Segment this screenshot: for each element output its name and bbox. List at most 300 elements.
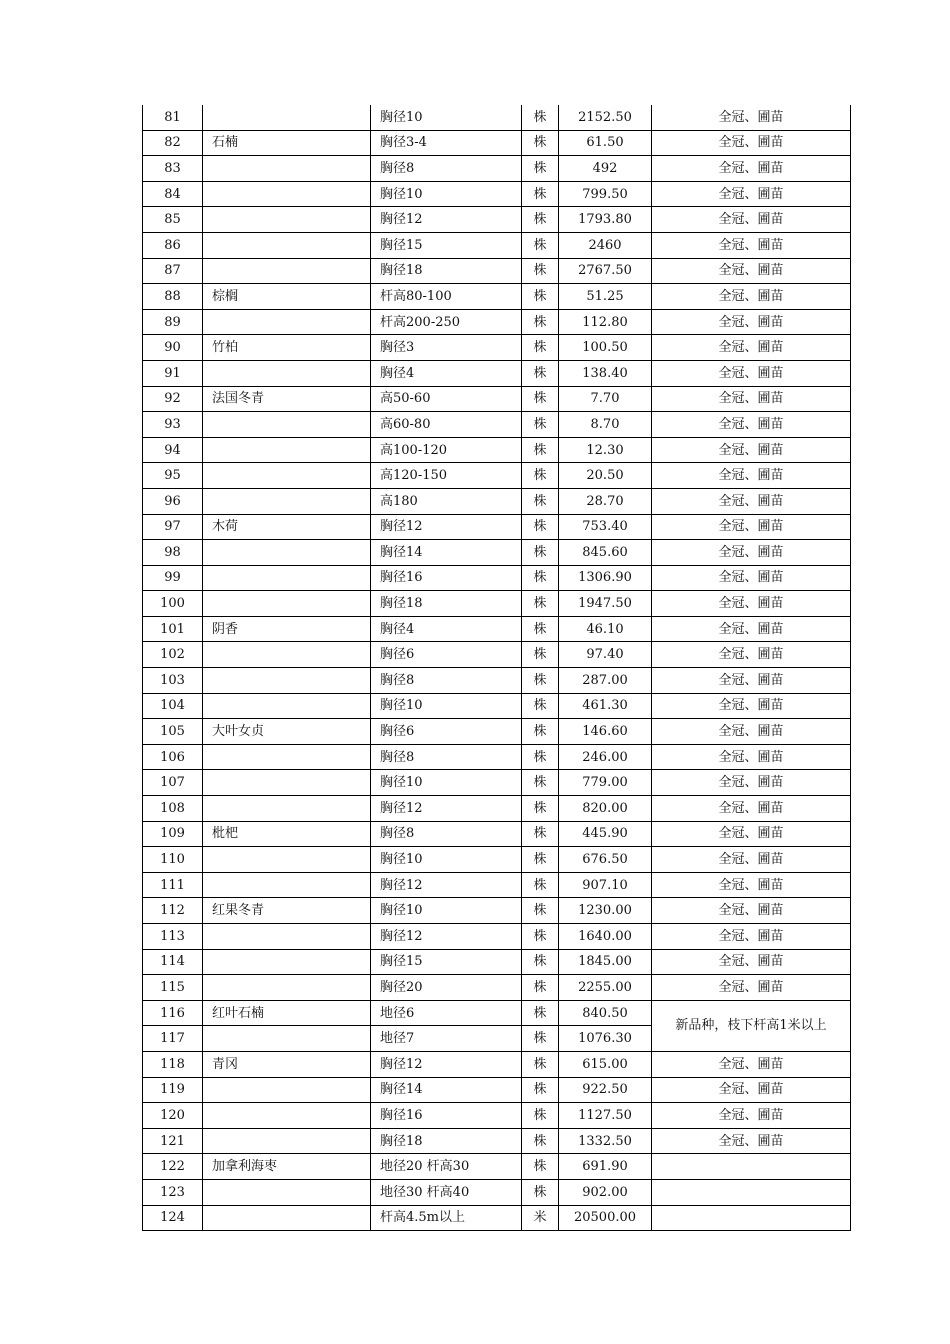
specification-cell: 地径7 <box>371 1026 522 1052</box>
plant-name-cell <box>203 565 371 591</box>
unit-cell: 株 <box>522 872 559 898</box>
price-cell: 676.50 <box>559 847 652 873</box>
specification-cell: 胸径18 <box>371 258 522 284</box>
specification-cell: 胸径8 <box>371 821 522 847</box>
unit-cell: 株 <box>522 156 559 182</box>
table-row <box>143 565 851 591</box>
table-row <box>143 412 851 438</box>
unit-cell: 株 <box>522 796 559 822</box>
remark-cell: 全冠、圃苗 <box>652 642 851 668</box>
row-number-cell: 102 <box>143 642 203 668</box>
row-number-cell: 86 <box>143 232 203 258</box>
price-cell: 246.00 <box>559 744 652 770</box>
specification-cell: 胸径15 <box>371 949 522 975</box>
remark-cell: 全冠、圃苗 <box>652 872 851 898</box>
plant-name-cell <box>203 872 371 898</box>
table-row <box>143 514 851 540</box>
table-row <box>143 105 851 130</box>
specification-cell: 高60-80 <box>371 412 522 438</box>
specification-cell: 胸径18 <box>371 591 522 617</box>
table-row <box>143 463 851 489</box>
unit-cell: 株 <box>522 565 559 591</box>
row-number-cell: 123 <box>143 1179 203 1205</box>
unit-cell: 株 <box>522 386 559 412</box>
specification-cell: 高100-120 <box>371 437 522 463</box>
specification-cell: 胸径4 <box>371 616 522 642</box>
unit-cell: 株 <box>522 821 559 847</box>
remark-cell <box>652 1154 851 1180</box>
plant-name-cell <box>203 181 371 207</box>
table-row <box>143 821 851 847</box>
row-number-cell: 105 <box>143 719 203 745</box>
plant-name-cell: 红叶石楠 <box>203 1000 371 1026</box>
specification-cell: 胸径14 <box>371 1077 522 1103</box>
plant-name-cell: 红果冬青 <box>203 898 371 924</box>
price-cell: 922.50 <box>559 1077 652 1103</box>
remark-cell: 全冠、圃苗 <box>652 565 851 591</box>
unit-cell: 株 <box>522 1051 559 1077</box>
row-number-cell: 95 <box>143 463 203 489</box>
unit-cell: 株 <box>522 1000 559 1026</box>
remark-cell <box>652 1179 851 1205</box>
unit-cell: 株 <box>522 744 559 770</box>
row-number-cell: 90 <box>143 335 203 361</box>
row-number-cell: 119 <box>143 1077 203 1103</box>
specification-cell: 地径20 杆高30 <box>371 1154 522 1180</box>
row-number-cell: 84 <box>143 181 203 207</box>
price-cell: 779.00 <box>559 770 652 796</box>
remark-cell: 全冠、圃苗 <box>652 463 851 489</box>
specification-cell: 胸径15 <box>371 232 522 258</box>
price-cell: 20500.00 <box>559 1205 652 1231</box>
specification-cell: 胸径6 <box>371 719 522 745</box>
plant-name-cell <box>203 770 371 796</box>
row-number-cell: 96 <box>143 488 203 514</box>
remark-cell: 全冠、圃苗 <box>652 386 851 412</box>
unit-cell: 株 <box>522 693 559 719</box>
row-number-cell: 98 <box>143 540 203 566</box>
plant-name-cell <box>203 847 371 873</box>
table-row <box>143 1103 851 1129</box>
plant-name-cell: 石楠 <box>203 130 371 156</box>
price-cell: 1306.90 <box>559 565 652 591</box>
specification-cell: 胸径10 <box>371 898 522 924</box>
plant-name-cell <box>203 1205 371 1231</box>
remark-cell: 新品种，枝下杆高1米以上 <box>652 1000 851 1051</box>
price-cell: 146.60 <box>559 719 652 745</box>
remark-cell: 全冠、圃苗 <box>652 156 851 182</box>
unit-cell: 株 <box>522 949 559 975</box>
row-number-cell: 122 <box>143 1154 203 1180</box>
remark-cell: 全冠、圃苗 <box>652 949 851 975</box>
price-cell: 12.30 <box>559 437 652 463</box>
specification-cell: 地径6 <box>371 1000 522 1026</box>
remark-cell: 全冠、圃苗 <box>652 540 851 566</box>
price-cell: 138.40 <box>559 360 652 386</box>
unit-cell: 株 <box>522 360 559 386</box>
plant-name-cell <box>203 642 371 668</box>
remark-cell: 全冠、圃苗 <box>652 258 851 284</box>
specification-cell: 胸径3 <box>371 335 522 361</box>
table-row <box>143 591 851 617</box>
specification-cell: 胸径8 <box>371 744 522 770</box>
specification-cell: 胸径12 <box>371 207 522 233</box>
row-number-cell: 111 <box>143 872 203 898</box>
price-cell: 902.00 <box>559 1179 652 1205</box>
row-number-cell: 100 <box>143 591 203 617</box>
price-cell: 1127.50 <box>559 1103 652 1129</box>
specification-cell: 胸径16 <box>371 1103 522 1129</box>
specification-cell: 胸径18 <box>371 1128 522 1154</box>
remark-cell: 全冠、圃苗 <box>652 360 851 386</box>
remark-cell: 全冠、圃苗 <box>652 744 851 770</box>
unit-cell: 株 <box>522 924 559 950</box>
specification-cell: 胸径12 <box>371 514 522 540</box>
specification-cell: 胸径12 <box>371 796 522 822</box>
row-number-cell: 117 <box>143 1026 203 1052</box>
plant-name-cell <box>203 693 371 719</box>
price-cell: 20.50 <box>559 463 652 489</box>
remark-cell: 全冠、圃苗 <box>652 1051 851 1077</box>
plant-name-cell: 木荷 <box>203 514 371 540</box>
specification-cell: 胸径10 <box>371 181 522 207</box>
table-row <box>143 693 851 719</box>
plant-name-cell <box>203 207 371 233</box>
price-cell: 845.60 <box>559 540 652 566</box>
plant-name-cell: 大叶女贞 <box>203 719 371 745</box>
unit-cell: 株 <box>522 668 559 694</box>
unit-cell: 株 <box>522 1103 559 1129</box>
unit-cell: 株 <box>522 258 559 284</box>
unit-cell: 株 <box>522 642 559 668</box>
table-row <box>143 360 851 386</box>
table-row <box>143 1179 851 1205</box>
price-cell: 1332.50 <box>559 1128 652 1154</box>
plant-name-cell <box>203 975 371 1001</box>
table-row <box>143 207 851 233</box>
remark-cell: 全冠、圃苗 <box>652 898 851 924</box>
remark-cell: 全冠、圃苗 <box>652 335 851 361</box>
plant-name-cell <box>203 309 371 335</box>
remark-cell: 全冠、圃苗 <box>652 105 851 130</box>
unit-cell: 株 <box>522 130 559 156</box>
unit-cell: 株 <box>522 1077 559 1103</box>
plant-name-cell <box>203 540 371 566</box>
plant-name-cell <box>203 156 371 182</box>
price-cell: 46.10 <box>559 616 652 642</box>
table-row <box>143 1051 851 1077</box>
price-cell: 445.90 <box>559 821 652 847</box>
row-number-cell: 114 <box>143 949 203 975</box>
plant-name-cell <box>203 1128 371 1154</box>
specification-cell: 胸径12 <box>371 924 522 950</box>
remark-cell: 全冠、圃苗 <box>652 181 851 207</box>
table-row <box>143 898 851 924</box>
price-cell: 2255.00 <box>559 975 652 1001</box>
specification-cell: 胸径12 <box>371 1051 522 1077</box>
table-row <box>143 232 851 258</box>
row-number-cell: 99 <box>143 565 203 591</box>
price-cell: 2460 <box>559 232 652 258</box>
row-number-cell: 103 <box>143 668 203 694</box>
remark-cell: 全冠、圃苗 <box>652 616 851 642</box>
table-row <box>143 540 851 566</box>
plant-name-cell <box>203 949 371 975</box>
remark-cell: 全冠、圃苗 <box>652 1103 851 1129</box>
plant-name-cell <box>203 488 371 514</box>
row-number-cell: 101 <box>143 616 203 642</box>
row-number-cell: 85 <box>143 207 203 233</box>
specification-cell: 胸径8 <box>371 668 522 694</box>
table-row <box>143 1000 851 1026</box>
price-cell: 840.50 <box>559 1000 652 1026</box>
price-cell: 1947.50 <box>559 591 652 617</box>
row-number-cell: 108 <box>143 796 203 822</box>
table-row <box>143 1077 851 1103</box>
specification-cell: 胸径20 <box>371 975 522 1001</box>
unit-cell: 株 <box>522 181 559 207</box>
unit-cell: 株 <box>522 1026 559 1052</box>
table-row <box>143 872 851 898</box>
remark-cell: 全冠、圃苗 <box>652 412 851 438</box>
plant-name-cell <box>203 744 371 770</box>
table-row <box>143 488 851 514</box>
table-row <box>143 437 851 463</box>
specification-cell: 高180 <box>371 488 522 514</box>
plant-name-cell <box>203 668 371 694</box>
unit-cell: 株 <box>522 770 559 796</box>
table-row <box>143 1154 851 1180</box>
remark-cell: 全冠、圃苗 <box>652 130 851 156</box>
specification-cell: 胸径10 <box>371 105 522 130</box>
plant-name-cell <box>203 591 371 617</box>
row-number-cell: 112 <box>143 898 203 924</box>
plant-name-cell <box>203 258 371 284</box>
price-cell: 691.90 <box>559 1154 652 1180</box>
row-number-cell: 106 <box>143 744 203 770</box>
table-row <box>143 924 851 950</box>
remark-cell: 全冠、圃苗 <box>652 668 851 694</box>
price-cell: 753.40 <box>559 514 652 540</box>
table-row <box>143 181 851 207</box>
price-cell: 492 <box>559 156 652 182</box>
table-row <box>143 847 851 873</box>
price-table-body <box>143 105 851 1231</box>
remark-cell: 全冠、圃苗 <box>652 591 851 617</box>
plant-name-cell <box>203 796 371 822</box>
row-number-cell: 83 <box>143 156 203 182</box>
remark-cell: 全冠、圃苗 <box>652 693 851 719</box>
plant-name-cell <box>203 360 371 386</box>
table-row <box>143 770 851 796</box>
price-cell: 615.00 <box>559 1051 652 1077</box>
table-row <box>143 386 851 412</box>
row-number-cell: 116 <box>143 1000 203 1026</box>
unit-cell: 米 <box>522 1205 559 1231</box>
row-number-cell: 94 <box>143 437 203 463</box>
price-cell: 820.00 <box>559 796 652 822</box>
table-row <box>143 258 851 284</box>
plant-name-cell <box>203 924 371 950</box>
specification-cell: 胸径8 <box>371 156 522 182</box>
row-number-cell: 91 <box>143 360 203 386</box>
unit-cell: 株 <box>522 463 559 489</box>
plant-name-cell <box>203 412 371 438</box>
specification-cell: 胸径4 <box>371 360 522 386</box>
price-cell: 51.25 <box>559 284 652 310</box>
price-cell: 100.50 <box>559 335 652 361</box>
row-number-cell: 113 <box>143 924 203 950</box>
plant-name-cell <box>203 1026 371 1052</box>
remark-cell: 全冠、圃苗 <box>652 437 851 463</box>
row-number-cell: 93 <box>143 412 203 438</box>
table-row <box>143 616 851 642</box>
remark-cell: 全冠、圃苗 <box>652 284 851 310</box>
row-number-cell: 97 <box>143 514 203 540</box>
unit-cell: 株 <box>522 335 559 361</box>
row-number-cell: 110 <box>143 847 203 873</box>
specification-cell: 杆高4.5m以上 <box>371 1205 522 1231</box>
price-cell: 61.50 <box>559 130 652 156</box>
unit-cell: 株 <box>522 437 559 463</box>
unit-cell: 株 <box>522 847 559 873</box>
row-number-cell: 81 <box>143 105 203 130</box>
unit-cell: 株 <box>522 616 559 642</box>
plant-name-cell: 阴香 <box>203 616 371 642</box>
remark-cell: 全冠、圃苗 <box>652 821 851 847</box>
unit-cell: 株 <box>522 309 559 335</box>
plant-name-cell: 青冈 <box>203 1051 371 1077</box>
table-row <box>143 156 851 182</box>
plant-name-cell <box>203 1179 371 1205</box>
row-number-cell: 109 <box>143 821 203 847</box>
specification-cell: 杆高200-250 <box>371 309 522 335</box>
table-row <box>143 309 851 335</box>
price-cell: 799.50 <box>559 181 652 207</box>
remark-cell: 全冠、圃苗 <box>652 796 851 822</box>
price-cell: 1076.30 <box>559 1026 652 1052</box>
price-cell: 2152.50 <box>559 105 652 130</box>
plant-name-cell <box>203 437 371 463</box>
unit-cell: 株 <box>522 975 559 1001</box>
table-row <box>143 719 851 745</box>
row-number-cell: 92 <box>143 386 203 412</box>
price-cell: 8.70 <box>559 412 652 438</box>
specification-cell: 胸径10 <box>371 847 522 873</box>
remark-cell: 全冠、圃苗 <box>652 847 851 873</box>
specification-cell: 胸径12 <box>371 872 522 898</box>
unit-cell: 株 <box>522 1179 559 1205</box>
specification-cell: 高120-150 <box>371 463 522 489</box>
table-row <box>143 949 851 975</box>
plant-name-cell <box>203 1103 371 1129</box>
unit-cell: 株 <box>522 232 559 258</box>
plant-name-cell: 竹柏 <box>203 335 371 361</box>
unit-cell: 株 <box>522 488 559 514</box>
row-number-cell: 87 <box>143 258 203 284</box>
unit-cell: 株 <box>522 898 559 924</box>
plant-name-cell: 法国冬青 <box>203 386 371 412</box>
remark-cell: 全冠、圃苗 <box>652 514 851 540</box>
specification-cell: 杆高80-100 <box>371 284 522 310</box>
price-table-page <box>142 105 850 1231</box>
table-row <box>143 1128 851 1154</box>
plant-name-cell <box>203 463 371 489</box>
unit-cell: 株 <box>522 207 559 233</box>
unit-cell: 株 <box>522 1128 559 1154</box>
price-cell: 1230.00 <box>559 898 652 924</box>
remark-cell: 全冠、圃苗 <box>652 924 851 950</box>
price-cell: 287.00 <box>559 668 652 694</box>
unit-cell: 株 <box>522 514 559 540</box>
price-cell: 97.40 <box>559 642 652 668</box>
plant-name-cell <box>203 105 371 130</box>
price-cell: 1845.00 <box>559 949 652 975</box>
price-cell: 2767.50 <box>559 258 652 284</box>
row-number-cell: 82 <box>143 130 203 156</box>
price-cell: 112.80 <box>559 309 652 335</box>
row-number-cell: 89 <box>143 309 203 335</box>
remark-cell: 全冠、圃苗 <box>652 1077 851 1103</box>
unit-cell: 株 <box>522 1154 559 1180</box>
specification-cell: 胸径14 <box>371 540 522 566</box>
remark-cell: 全冠、圃苗 <box>652 232 851 258</box>
specification-cell: 地径30 杆高40 <box>371 1179 522 1205</box>
remark-cell: 全冠、圃苗 <box>652 1128 851 1154</box>
price-cell: 28.70 <box>559 488 652 514</box>
remark-cell: 全冠、圃苗 <box>652 770 851 796</box>
plant-name-cell <box>203 232 371 258</box>
plant-name-cell: 棕榈 <box>203 284 371 310</box>
remark-cell: 全冠、圃苗 <box>652 207 851 233</box>
table-row <box>143 1205 851 1231</box>
table-row <box>143 642 851 668</box>
remark-cell: 全冠、圃苗 <box>652 719 851 745</box>
row-number-cell: 115 <box>143 975 203 1001</box>
price-cell: 907.10 <box>559 872 652 898</box>
price-cell: 1793.80 <box>559 207 652 233</box>
specification-cell: 胸径10 <box>371 693 522 719</box>
table-row <box>143 335 851 361</box>
plant-name-cell: 加拿利海枣 <box>203 1154 371 1180</box>
plant-name-cell <box>203 1077 371 1103</box>
row-number-cell: 104 <box>143 693 203 719</box>
plant-name-cell: 枇杷 <box>203 821 371 847</box>
price-cell: 7.70 <box>559 386 652 412</box>
table-row <box>143 130 851 156</box>
remark-cell: 全冠、圃苗 <box>652 975 851 1001</box>
price-cell: 461.30 <box>559 693 652 719</box>
specification-cell: 高50-60 <box>371 386 522 412</box>
price-cell: 1640.00 <box>559 924 652 950</box>
unit-cell: 株 <box>522 540 559 566</box>
table-row <box>143 975 851 1001</box>
table-row <box>143 796 851 822</box>
table-row <box>143 284 851 310</box>
row-number-cell: 120 <box>143 1103 203 1129</box>
unit-cell: 株 <box>522 412 559 438</box>
remark-cell <box>652 1205 851 1231</box>
unit-cell: 株 <box>522 105 559 130</box>
row-number-cell: 121 <box>143 1128 203 1154</box>
specification-cell: 胸径10 <box>371 770 522 796</box>
remark-cell: 全冠、圃苗 <box>652 309 851 335</box>
row-number-cell: 118 <box>143 1051 203 1077</box>
row-number-cell: 88 <box>143 284 203 310</box>
unit-cell: 株 <box>522 284 559 310</box>
specification-cell: 胸径6 <box>371 642 522 668</box>
unit-cell: 株 <box>522 591 559 617</box>
